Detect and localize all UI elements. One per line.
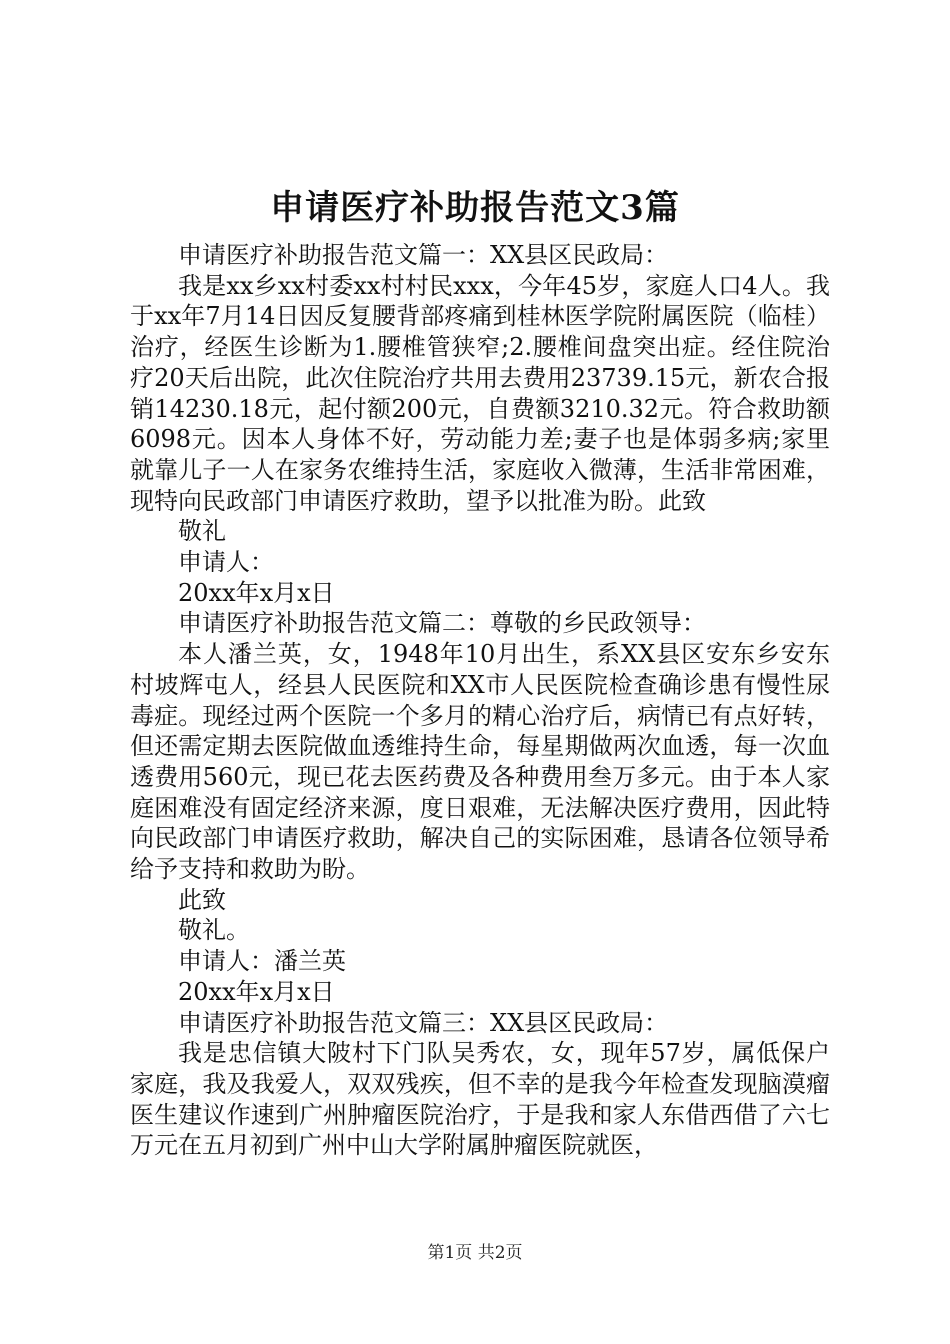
paragraph: 申请人： xyxy=(178,548,274,577)
paragraph: 敬礼。 xyxy=(178,916,250,945)
document-title: 申请医疗补助报告范文3篇 xyxy=(270,188,680,228)
paragraph: 本人潘兰英，女，1948年10月出生，系XX县区安东乡安东村坡辉屯人，经县人民医院和XX市人民医院检查确诊患有慢性尿毒症。现经过两个医院一个多月的精心治疗后，病情已有点好转，但还需定期去医院做血透维持生命，每星期做两次血透，每一次血透费用560元，现已花去医药费及各种费用叁万多元。由于本人家庭困难没有固定经济来源，度日艰难，无法解决医疗费用，因此特向民政部门申请医疗救助，解决自己的实际困难，恳请各位领导希给予支持和救助为盼。 xyxy=(130,640,830,884)
paragraph: 敬礼 xyxy=(178,517,226,546)
page-number-footer: 第1页 共2页 xyxy=(427,1243,523,1263)
paragraph: 我是xx乡xx村委xx村村民xxx，今年45岁，家庭人口4人。我于xx年7月14日因反复腰背部疼痛到桂林医学院附属医院（临桂）治疗，经医生诊断为1.腰椎管狭窄;2.腰椎间盘突出症。经住院治疗20天后出院，此次住院治疗共用去费用23739.15元，新农合报销14230.18元，起付额200元，自费额3210.32元。符合救助额6098元。因本人身体不好，劳动能力差;妻子也是体弱多病;家里就靠儿子一人在家务农维持生活，家庭收入微薄，生活非常困难，现特向民政部门申请医疗救助，望予以批准为盼。此致 xyxy=(130,271,830,515)
paragraph: 申请医疗补助报告范文篇一：XX县区民政局： xyxy=(178,241,669,269)
paragraph: 此致 xyxy=(178,885,226,914)
paragraph: 申请医疗补助报告范文篇三：XX县区民政局： xyxy=(178,1008,669,1037)
paragraph: 申请医疗补助报告范文篇二：尊敬的乡民政领导： xyxy=(178,609,706,638)
paragraph: 申请人：潘兰英 xyxy=(178,947,346,976)
paragraph: 20xx年x月x日 xyxy=(178,578,335,607)
document-body xyxy=(130,240,830,1161)
paragraph: 我是忠信镇大陂村下门队吴秀农，女，现年57岁，属低保户家庭，我及我爱人，双双残疾，但不幸的是我今年检查发现脑漠瘤医生建议作速到广州肿瘤医院治疗，于是我和家人东借西借了六七万元在五月初到广州中山大学附属肿瘤医院就医， xyxy=(130,1039,830,1160)
paragraph: 20xx年x月x日 xyxy=(178,977,335,1006)
